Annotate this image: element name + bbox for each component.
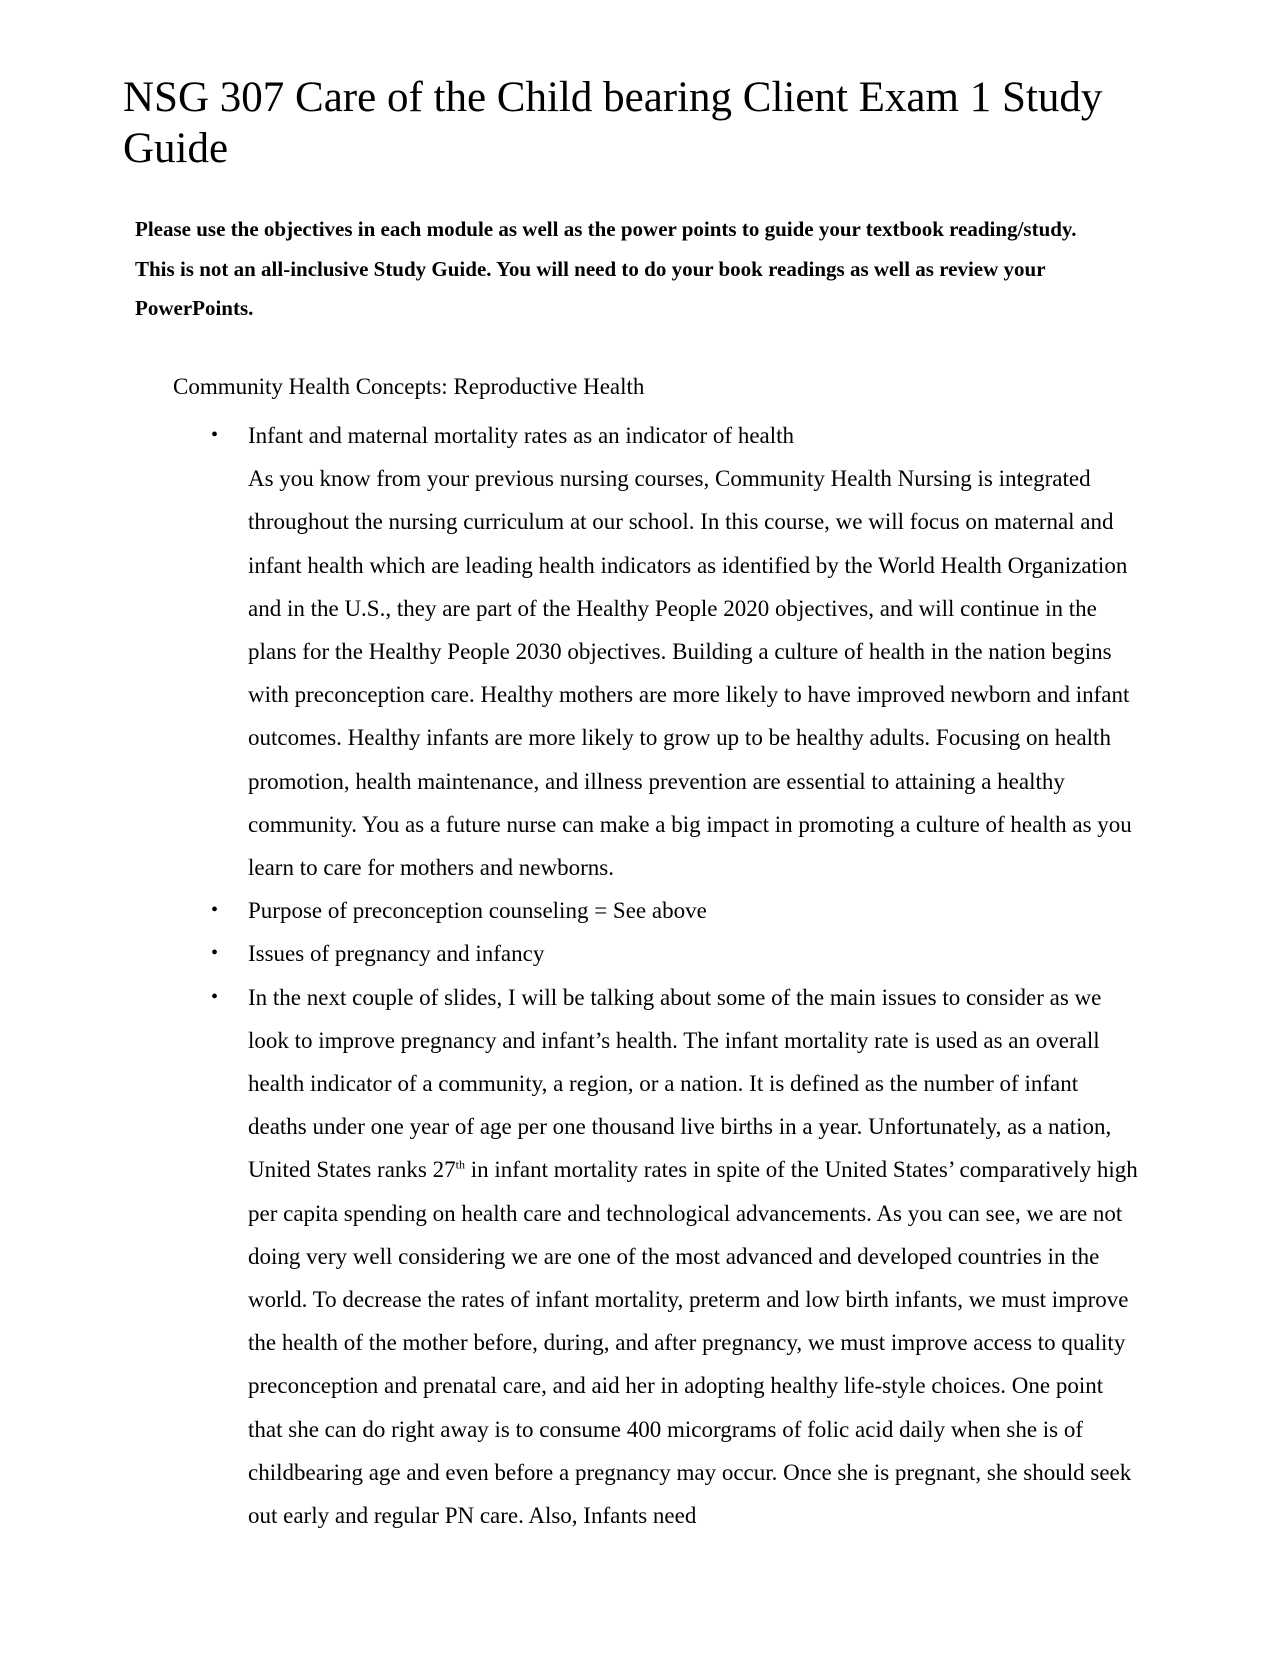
topic-list bbox=[0, 414, 1280, 1537]
list-item-label: Purpose of preconception counseling = See above bbox=[248, 898, 707, 924]
list-item bbox=[0, 976, 1138, 1538]
list-item bbox=[0, 889, 1138, 932]
bullet-icon: • bbox=[211, 985, 219, 1008]
list-item-body: As you know from your previous nursing courses, Community Health Nursing is integrated throughout the nursing curriculum at our school. In this course, we will focus on maternal and infant health which are leading health indicators as identified by the World Health Organization and in the U.S., they are part of the Healthy People 2020 objectives, and will continue in the plans for the Healthy People 2030 objectives. Building a culture of health in the nation begins with preconception care. Healthy mothers are more likely to have improved newborn and infant outcomes. Healthy infants are more likely to grow up to be healthy adults. Focusing on health promotion, health maintenance, and illness prevention are essential to attaining a healthy community. You as a future nurse can make a big impact in promoting a culture of health as you learn to care for mothers and newborns. bbox=[248, 466, 1132, 881]
list-item-label bbox=[248, 976, 1138, 1538]
list-item-text-part: in infant mortality rates in spite of the United States’ comparatively high per capita spending on health care and technological advancements. As you can see, we are not doing very well considering we are one of the most advanced and developed countries in the world. To decrease the rates of infant mortality, preterm and low birth infants, we must improve the health of the mother before, during, and after pregnancy, we must improve access to quality preconception and prenatal care, and aid her in adopting healthy life-style choices. One point that she can do right away is to consume 400 micorgrams of folic acid daily when she is of childbearing age and even before a pregnancy may occur. Once she is pregnant, she should seek out early and regular PN care. Also, Infants need bbox=[248, 1157, 1138, 1529]
list-item-label: Infant and maternal mortality rates as an indicator of health bbox=[248, 423, 795, 448]
ordinal-superscript: th bbox=[455, 1157, 465, 1172]
list-item-label: Issues of pregnancy and infancy bbox=[248, 941, 545, 967]
intro-paragraph: Please use the objectives in each module as well as the power points to guide your textbook reading/study. This is not an all-inclusive Study Guide. You will need to do your book readings as well as review your PowerPoints. bbox=[135, 217, 1077, 320]
document-title: NSG 307 Care of the Child bearing Client Exam 1 Study Guide bbox=[123, 74, 1103, 172]
bullet-icon: • bbox=[211, 942, 219, 965]
list-item bbox=[0, 414, 1138, 889]
list-item bbox=[0, 932, 1138, 975]
bullet-icon: • bbox=[211, 899, 219, 922]
section-heading: Community Health Concepts: Reproductive Health bbox=[173, 374, 645, 399]
bullet-icon: • bbox=[211, 424, 219, 446]
list-item-text-part: In the next couple of slides, I will be talking about some of the main issues to consider as we look to improve pregnancy and infant’s health. The infant mortality rate is used as an overall health indicator of a community, a region, or a nation. It is defined as the number of infant deaths under one year of age per one thousand live births in a year. Unfortunately, as a nation, United States ranks 27 bbox=[248, 984, 1112, 1183]
